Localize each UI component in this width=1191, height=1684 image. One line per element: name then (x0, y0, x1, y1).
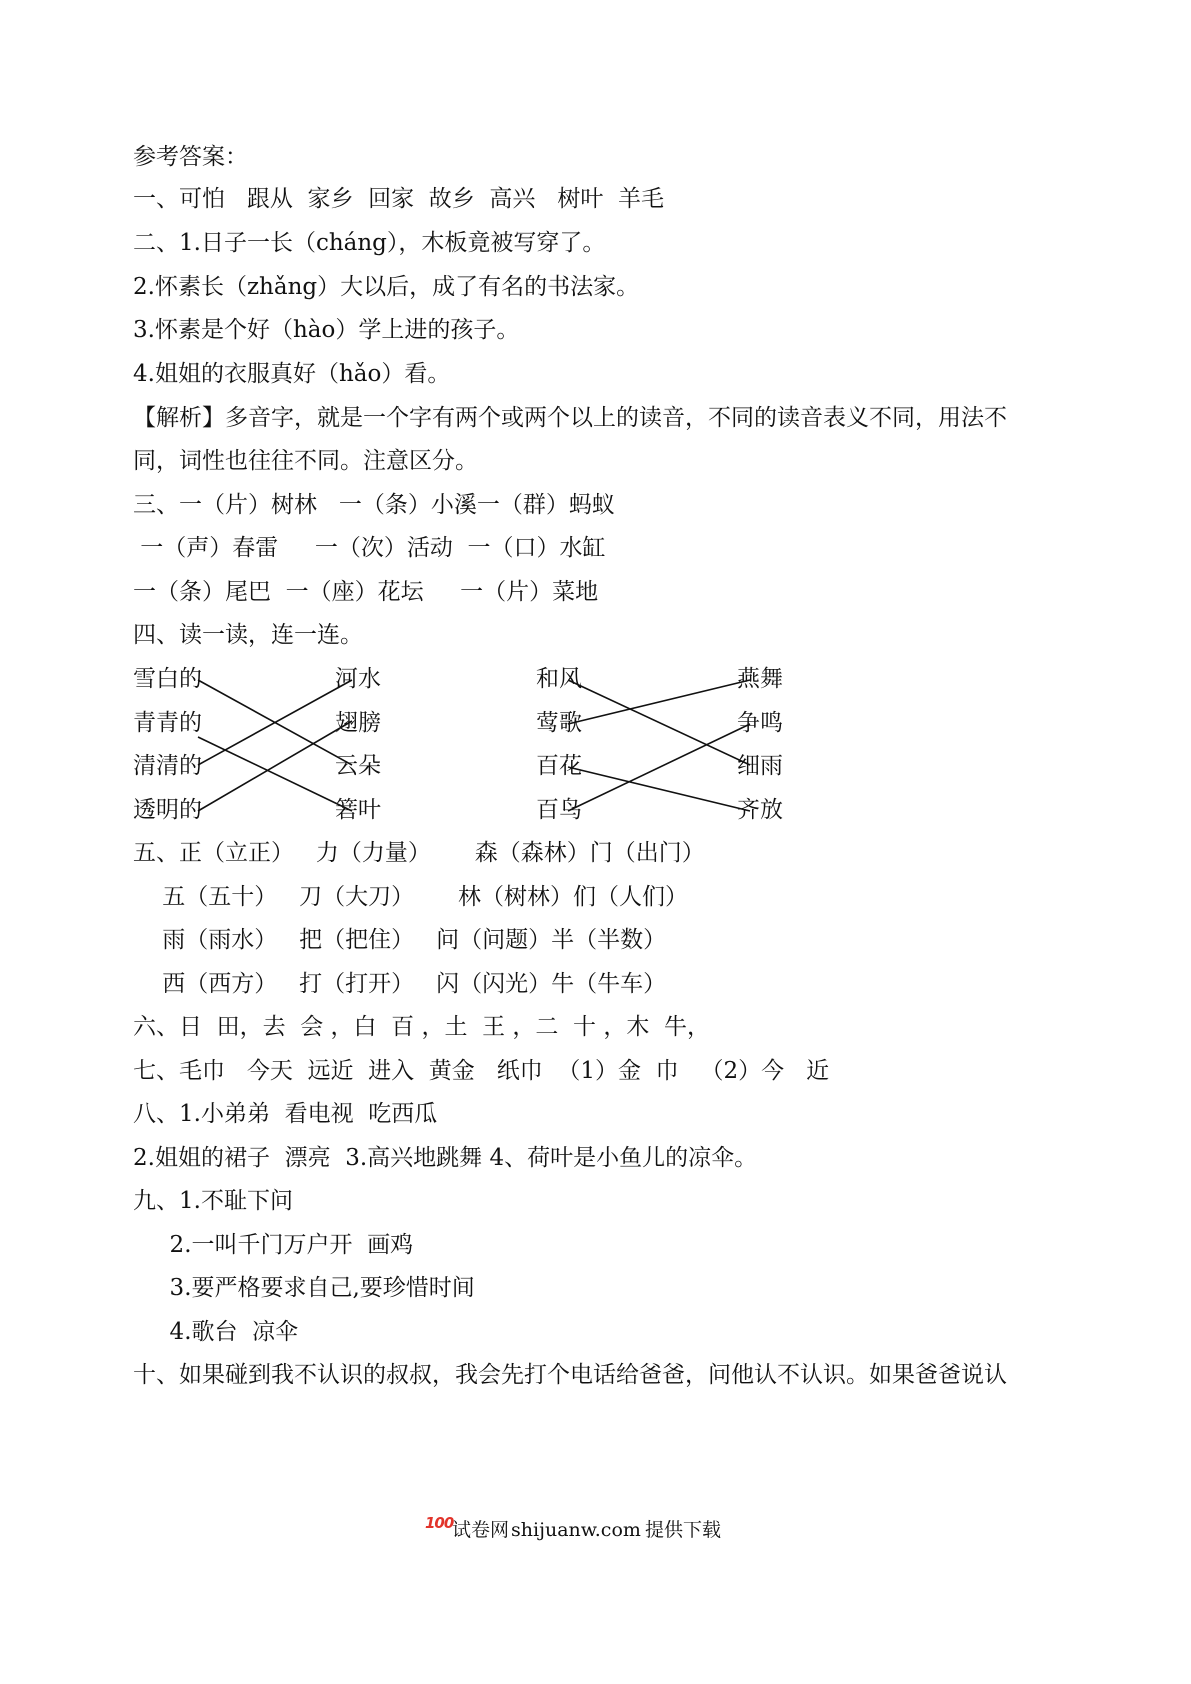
section-9-item-1: 九、1.不耻下问 (133, 1188, 293, 1214)
section-3-line-2: 一（声）春雷 一（次）活动 一（口）水缸 (133, 535, 606, 561)
match-line (568, 767, 750, 811)
match-left-b-2: 翅膀 (335, 710, 381, 736)
match-right-a-1: 和风 (536, 666, 582, 692)
match-line (198, 680, 352, 765)
section-1-answers: 一、可怕 跟从 家乡 回家 故乡 高兴 树叶 羊毛 (133, 186, 664, 212)
match-left-b-1: 河水 (335, 666, 381, 692)
match-right-a-4: 百鸟 (536, 797, 582, 823)
match-line (568, 680, 750, 765)
match-right-b-1: 燕舞 (737, 666, 783, 692)
section-2-item-1: 二、1.日子一长（cháng），木板竟被写穿了。 (133, 230, 606, 256)
section-3-line-3: 一（条）尾巴 一（座）花坛 一（片）菜地 (133, 579, 599, 605)
match-left-b-4: 箬叶 (335, 797, 381, 823)
section-3-line-1: 三、一（片）树林 一（条）小溪一（群）蚂蚁 (133, 492, 615, 518)
match-line (568, 680, 750, 724)
match-right-a-3: 百花 (536, 753, 582, 779)
analysis-line-2: 同，词性也往往不同。注意区分。 (133, 448, 478, 474)
section-6-answers: 六、日 田，去 会 ，白 百 ，土 王 ，二 十 ，木 牛， (133, 1014, 710, 1040)
analysis-line-1: 【解析】多音字，就是一个字有两个或两个以上的读音，不同的读音表义不同，用法不 (133, 405, 1007, 431)
section-7-answers: 七、毛巾 今天 远近 进入 黄金 纸巾 （1）金 巾 （2）今 近 (133, 1058, 830, 1084)
footer-note: 提供下载 (645, 1519, 722, 1541)
section-10-line-1: 十、如果碰到我不认识的叔叔，我会先打个电话给爸爸，问他认不认识。如果爸爸说认 (133, 1362, 1007, 1388)
match-left-a-1: 雪白的 (133, 666, 202, 692)
section-2-item-2: 2.怀素长（zhǎng）大以后，成了有名的书法家。 (133, 274, 640, 300)
match-right-b-2: 争鸣 (737, 710, 783, 736)
match-line (198, 737, 352, 811)
footer-domain: shijuanw.com (511, 1519, 641, 1541)
match-left-a-4: 透明的 (133, 797, 202, 823)
section-5-line-2: 五（五十） 刀（大刀） 林（树林）们（人们） (133, 884, 689, 910)
section-8-line-1: 八、1.小弟弟 看电视 吃西瓜 (133, 1101, 438, 1127)
match-line (198, 680, 352, 765)
match-left-a-3: 清清的 (133, 753, 202, 779)
answer-heading: 参考答案： (133, 144, 248, 170)
section-2-item-4: 4.姐姐的衣服真好（hǎo）看。 (133, 361, 451, 387)
match-right-b-3: 细雨 (737, 753, 783, 779)
match-left-b-3: 云朵 (335, 753, 381, 779)
section-5-line-3: 雨（雨水） 把（把住） 问（问题）半（半数） (133, 927, 667, 953)
match-right-a-2: 莺歌 (536, 710, 582, 736)
section-8-line-2: 2.姐姐的裙子 漂亮 3.高兴地跳舞 4、荷叶是小鱼儿的凉伞。 (133, 1145, 758, 1171)
section-5-line-4: 西（西方） 打（打开） 闪（闪光）牛（牛车） (133, 971, 667, 997)
section-5-line-1: 五、正（立正） 力（力量） 森（森林）门（出门） (133, 840, 705, 866)
section-4-heading: 四、读一读，连一连。 (133, 622, 363, 648)
match-line (568, 724, 750, 811)
site-logo: 100 (425, 1514, 454, 1532)
match-right-b-4: 齐放 (737, 797, 783, 823)
match-left-a-2: 青青的 (133, 710, 202, 736)
section-9-item-3: 3.要严格要求自己,要珍惜时间 (133, 1275, 475, 1301)
section-9-item-4: 4.歌台 凉伞 (133, 1319, 299, 1345)
match-line (198, 721, 352, 811)
section-2-item-3: 3.怀素是个好（hào）学上进的孩子。 (133, 317, 520, 343)
section-9-item-2: 2.一叫千门万户开 画鸡 (133, 1232, 414, 1258)
footer-site-name: 试卷网 (452, 1519, 510, 1541)
